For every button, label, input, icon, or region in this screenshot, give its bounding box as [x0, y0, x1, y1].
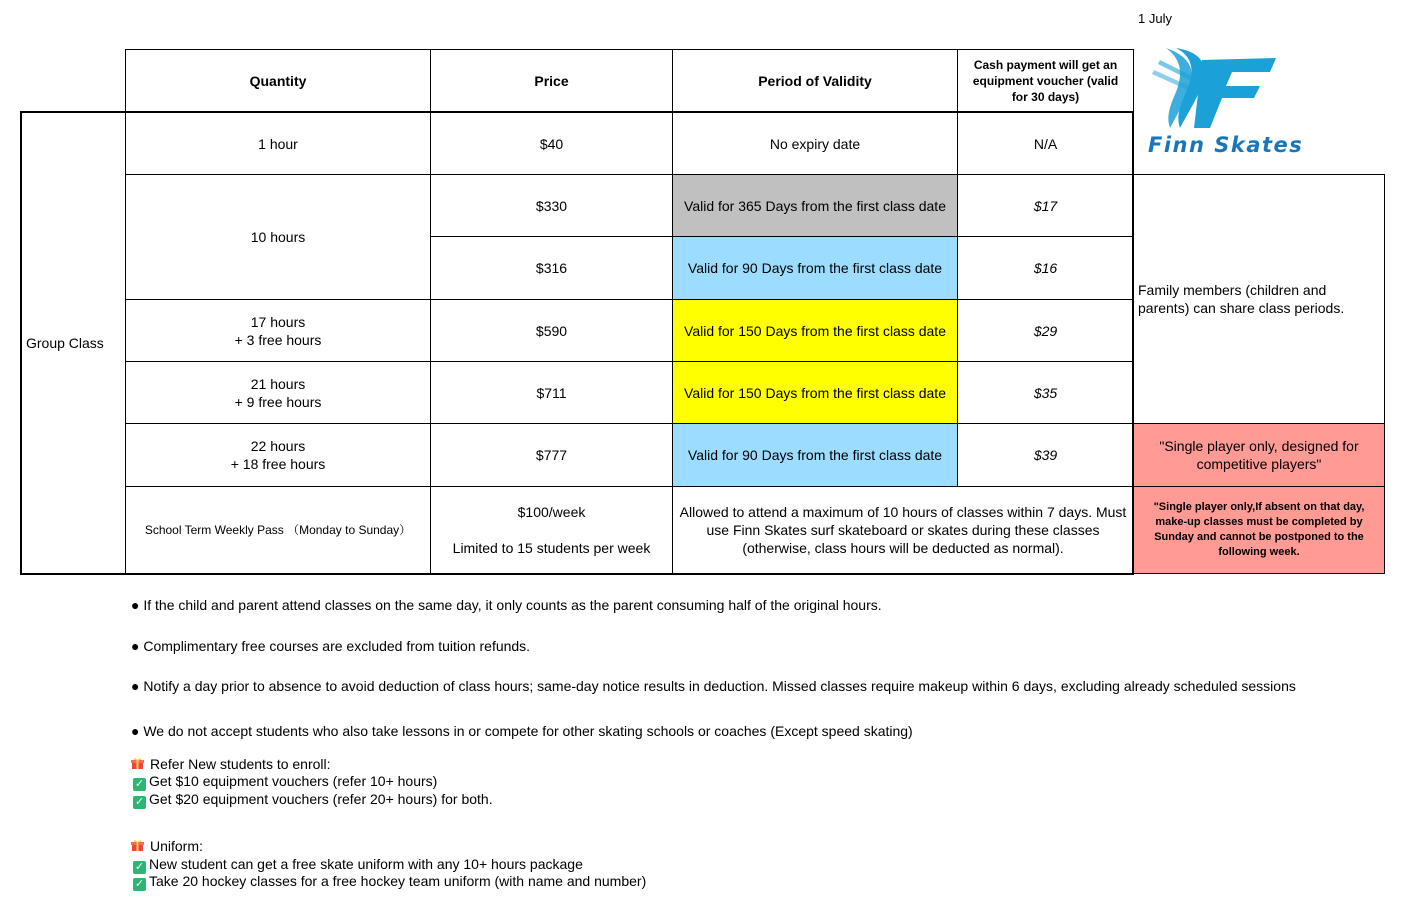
note-exclusivity: ● We do not accept students who also take lessons in or compete for other skating schools or coaches (Except speed skating): [131, 723, 913, 739]
uniform-title: [131, 837, 203, 855]
check-icon: ✓: [134, 878, 145, 890]
referral-item: [133, 772, 437, 791]
referral-item-text: Get $10 equipment vouchers (refer 10+ hours): [149, 773, 438, 789]
row-10hours-a-price: $330: [430, 174, 673, 237]
row-22hours-voucher: $39: [957, 423, 1134, 487]
row-21hours-quantity: [125, 361, 431, 424]
row-21hours-validity: Valid for 150 Days from the first class date: [672, 361, 958, 424]
row-22hours-quantity: [125, 423, 431, 487]
note-no-refund: ● Complimentary free courses are excluded from tuition refunds.: [131, 638, 531, 654]
row-17hours-voucher: $29: [957, 299, 1134, 362]
term-pass-price-line2: Limited to 15 students per week: [452, 540, 651, 556]
row-1hour-price: $40: [430, 112, 673, 175]
row-17hours-quantity: [125, 299, 431, 362]
brand-logo: [1140, 40, 1310, 160]
check-icon: ✓: [134, 861, 145, 873]
header-price: Price: [430, 49, 673, 112]
quantity-line1: 21 hours: [250, 375, 306, 392]
group-class-label: Group Class: [20, 112, 126, 574]
referral-title-text: Refer New students to enroll:: [150, 756, 331, 772]
row-17hours-price: $590: [430, 299, 673, 362]
quantity-line1: 17 hours: [250, 313, 306, 330]
row-21hours-price: $711: [430, 361, 673, 424]
referral-item: [133, 790, 493, 809]
row-10hours-a-validity: Valid for 365 Days from the first class date: [672, 174, 958, 237]
quantity-line2: + 9 free hours: [234, 393, 322, 410]
absence-makeup-note: "Single player only,If absent on that day, make-up classes must be completed by Sunday and cannot be postponed to the following week.: [1133, 486, 1385, 574]
row-22hours-validity: Valid for 90 Days from the first class date: [672, 423, 958, 487]
date-label: 1 July: [1138, 11, 1172, 26]
brand-name: Finn Skates: [1148, 133, 1304, 157]
uniform-item: [133, 872, 646, 891]
row-10hours-b-voucher: $16: [957, 236, 1134, 300]
row-1hour-validity: No expiry date: [672, 112, 958, 175]
row-10hours-b-price: $316: [430, 236, 673, 300]
family-share-note: Family members (children and parents) can share class periods.: [1133, 174, 1385, 424]
quantity-line2: + 3 free hours: [234, 331, 322, 348]
term-pass-price-line1: $100/week: [517, 504, 586, 520]
row-17hours-validity: Valid for 150 Days from the first class date: [672, 299, 958, 362]
row-1hour-quantity: 1 hour: [125, 112, 431, 175]
note-parent-child: ● If the child and parent attend classes on the same day, it only counts as the parent consuming half of the original hours.: [131, 597, 882, 613]
term-pass-price: [430, 486, 673, 574]
term-pass-description: Allowed to attend a maximum of 10 hours of classes within 7 days. Must use Finn Skates surf skateboard or skates during these classes (otherwise, class hours will be deducted as normal).: [672, 486, 1134, 574]
row-10hours-b-validity: Valid for 90 Days from the first class date: [672, 236, 958, 300]
row-10hours-a-voucher: $17: [957, 174, 1134, 237]
row-21hours-voucher: $35: [957, 361, 1134, 424]
quantity-line2: + 18 free hours: [230, 456, 326, 472]
uniform-title-text: Uniform:: [150, 838, 203, 854]
row-10hours-quantity: 10 hours: [125, 174, 431, 300]
quantity-line1: 22 hours: [250, 438, 306, 454]
header-voucher: Cash payment will get an equipment voucher (valid for 30 days): [957, 49, 1134, 112]
gift-icon: [131, 838, 144, 851]
finn-skates-logo-icon: [1140, 40, 1310, 135]
row-22hours-price: $777: [430, 423, 673, 487]
competitive-player-note: "Single player only, designed for competitive players": [1133, 423, 1385, 487]
row-1hour-voucher: N/A: [957, 112, 1134, 175]
header-validity: Period of Validity: [672, 49, 958, 112]
header-quantity: Quantity: [125, 49, 431, 112]
uniform-item-text: Take 20 hockey classes for a free hockey team uniform (with name and number): [149, 873, 647, 889]
check-icon: ✓: [134, 796, 145, 808]
gift-icon: [131, 756, 144, 769]
note-absence: ● Notify a day prior to absence to avoid deduction of class hours; same-day notice results in deduction. Missed classes require makeup within 6 days, excluding already scheduled sessions: [131, 678, 1296, 694]
uniform-item-text: New student can get a free skate uniform with any 10+ hours package: [149, 856, 583, 872]
term-pass-label: School Term Weekly Pass （Monday to Sunday）: [125, 486, 431, 574]
check-icon: ✓: [134, 778, 145, 790]
referral-item-text: Get $20 equipment vouchers (refer 20+ hours) for both.: [149, 791, 493, 807]
referral-title: [131, 755, 331, 773]
